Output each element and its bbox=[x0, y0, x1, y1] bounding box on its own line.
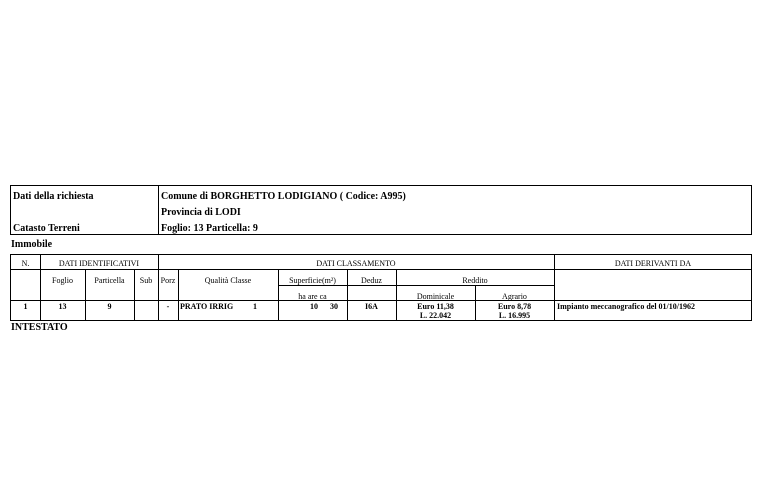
row-dominicale-euro: Euro 11,38 bbox=[417, 302, 454, 311]
header-n: N. bbox=[21, 259, 30, 268]
row-n: 1 bbox=[23, 302, 28, 311]
row-dominicale-lire: L. 22.042 bbox=[419, 311, 452, 320]
header-superficie-units: ha are ca bbox=[298, 292, 327, 301]
header-foglio: Foglio bbox=[52, 276, 73, 285]
section-title: Immobile bbox=[11, 239, 53, 250]
cut-off-clip bbox=[10, 321, 130, 333]
header-particella: Particella bbox=[94, 276, 125, 285]
row-superficie-are: 10 bbox=[310, 302, 318, 311]
request-title: Dati della richiesta bbox=[13, 191, 94, 202]
provincia-label: Provincia di LODI bbox=[161, 207, 241, 218]
request-divider bbox=[158, 185, 159, 235]
header-qualita: Qualità Classe bbox=[204, 276, 252, 285]
row-foglio: 13 bbox=[58, 302, 67, 311]
row-particella: 9 bbox=[107, 302, 112, 311]
header-dati-classamento: DATI CLASSAMENTO bbox=[316, 259, 396, 268]
comune-label: Comune di BORGHETTO LODIGIANO ( Codice: A995) bbox=[161, 191, 406, 202]
row-porz: - bbox=[166, 302, 170, 311]
cut-off-heading: INTESTATO bbox=[11, 322, 68, 333]
row-classe: 1 bbox=[253, 302, 257, 311]
row-agrario-lire: L. 16.995 bbox=[498, 311, 531, 320]
header-reddito: Reddito bbox=[462, 276, 488, 285]
table-hline-1 bbox=[10, 269, 752, 270]
header-superficie: Superficie(m²) bbox=[289, 276, 336, 285]
registry-label: Catasto Terreni bbox=[13, 223, 80, 234]
header-dati-derivanti: DATI DERIVANTI DA bbox=[614, 259, 692, 268]
row-derivanti: Impianto meccanografico del 01/10/1962 bbox=[557, 302, 695, 311]
foglio-label: Foglio: 13 Particella: 9 bbox=[161, 223, 258, 234]
header-sub: Sub bbox=[139, 276, 153, 285]
row-qualita: PRATO IRRIG bbox=[180, 302, 234, 311]
table-hline-2 bbox=[278, 285, 554, 286]
header-dati-identificativi: DATI IDENTIFICATIVI bbox=[58, 259, 140, 268]
row-agrario-euro: Euro 8,78 bbox=[497, 302, 532, 311]
row-superficie-ca: 30 bbox=[330, 302, 338, 311]
row-deduz: I6A bbox=[365, 302, 378, 311]
header-porz: Porz bbox=[160, 276, 176, 285]
header-agrario: Agrario bbox=[502, 292, 527, 301]
header-dominicale: Dominicale bbox=[416, 292, 455, 301]
table-hline-3 bbox=[10, 300, 752, 301]
header-deduz: Deduz bbox=[361, 276, 382, 285]
